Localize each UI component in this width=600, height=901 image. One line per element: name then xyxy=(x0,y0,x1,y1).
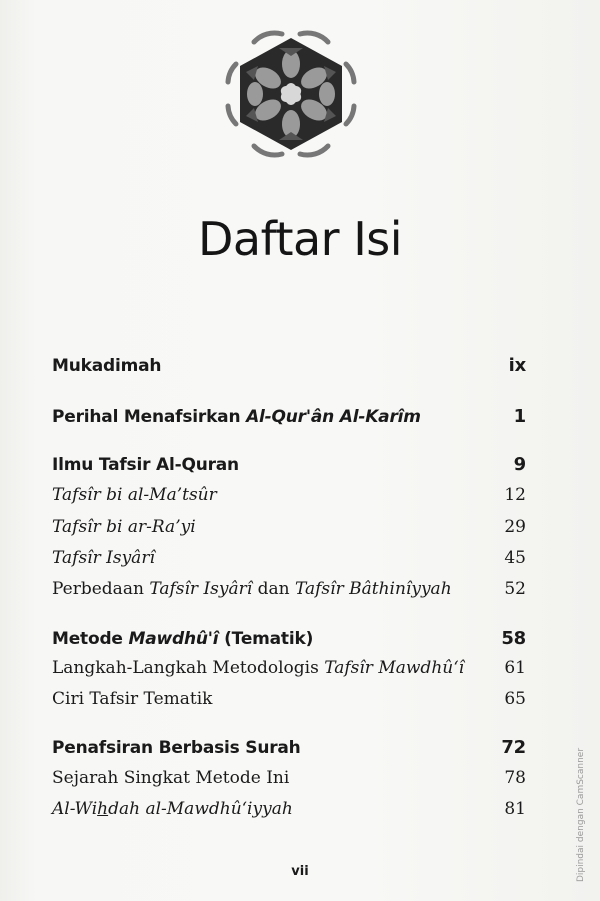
toc-entry-label: Ciri Tafsir Tematik xyxy=(52,689,213,709)
toc-entry-penafsiran-berbasis-surah xyxy=(52,737,526,758)
toc-entry-label: Tafsîr bi al-Ma’tsûr xyxy=(52,485,217,505)
toc-entry-tafsir-bi-ar-rayi xyxy=(52,517,526,537)
watermark-text: Dipindai dengan CamScanner xyxy=(576,747,586,883)
page-number: vii xyxy=(291,864,309,879)
toc-entry-label: Tafsîr bi ar-Ra’yi xyxy=(52,517,196,537)
scanner-watermark xyxy=(574,740,588,890)
toc-entry-mukadimah xyxy=(52,355,526,376)
toc-entry-page: 45 xyxy=(504,548,526,568)
toc-entry-perbedaan-tafsir xyxy=(52,579,526,599)
toc-entry-page: 72 xyxy=(501,737,526,758)
toc-entry-page: 81 xyxy=(504,799,526,819)
toc-entry-tafsir-bi-al-matsur xyxy=(52,485,526,505)
toc-entry-label: Penafsiran Berbasis Surah xyxy=(52,738,301,758)
toc-entry-page: 65 xyxy=(504,689,526,709)
toc-entry-label: Sejarah Singkat Metode Ini xyxy=(52,768,290,788)
toc-entry-metode-mawdhui xyxy=(52,628,526,649)
toc-entry-label: Mukadimah xyxy=(52,356,162,376)
toc-entry-sejarah-singkat xyxy=(52,768,526,788)
toc-entry-page: 12 xyxy=(504,485,526,505)
toc-entry-ilmu-tafsir xyxy=(52,454,526,475)
toc-entry-label: Perihal Menafsirkan Al-Qur'ân Al-Karîm xyxy=(52,407,421,427)
toc-entry-page: ix xyxy=(508,355,526,376)
toc-entry-page: 1 xyxy=(513,406,526,427)
toc-entry-label: Tafsîr Isyârî xyxy=(52,548,155,568)
toc-entry-tafsir-isyari xyxy=(52,548,526,568)
toc-entry-page: 52 xyxy=(504,579,526,599)
toc-entry-label: Perbedaan Tafsîr Isyârî dan Tafsîr Bâthinîyyah xyxy=(52,579,452,599)
geometric-ornament-icon xyxy=(218,28,364,160)
toc-entry-al-wihdah xyxy=(52,799,526,819)
page-title: Daftar Isi xyxy=(197,212,403,266)
toc-entry-page: 9 xyxy=(513,454,526,475)
toc-entry-label: Langkah-Langkah Metodologis Tafsîr Mawdhû‘î xyxy=(52,658,465,678)
toc-entry-langkah-langkah xyxy=(52,658,526,678)
toc-entry-page: 29 xyxy=(504,517,526,537)
toc-entry-label: Ilmu Tafsir Al-Quran xyxy=(52,455,239,475)
toc-entry-page: 61 xyxy=(504,658,526,678)
toc-entry-label: Al-Wihdah al-Mawdhû‘iyyah xyxy=(52,799,293,819)
toc-entry-perihal-menafsirkan xyxy=(52,406,526,427)
toc-entry-ciri-tafsir-tematik xyxy=(52,689,526,709)
toc-entry-page: 58 xyxy=(501,628,526,649)
toc-entry-page: 78 xyxy=(504,768,526,788)
toc-entry-label: Metode Mawdhû'î (Tematik) xyxy=(52,629,314,649)
